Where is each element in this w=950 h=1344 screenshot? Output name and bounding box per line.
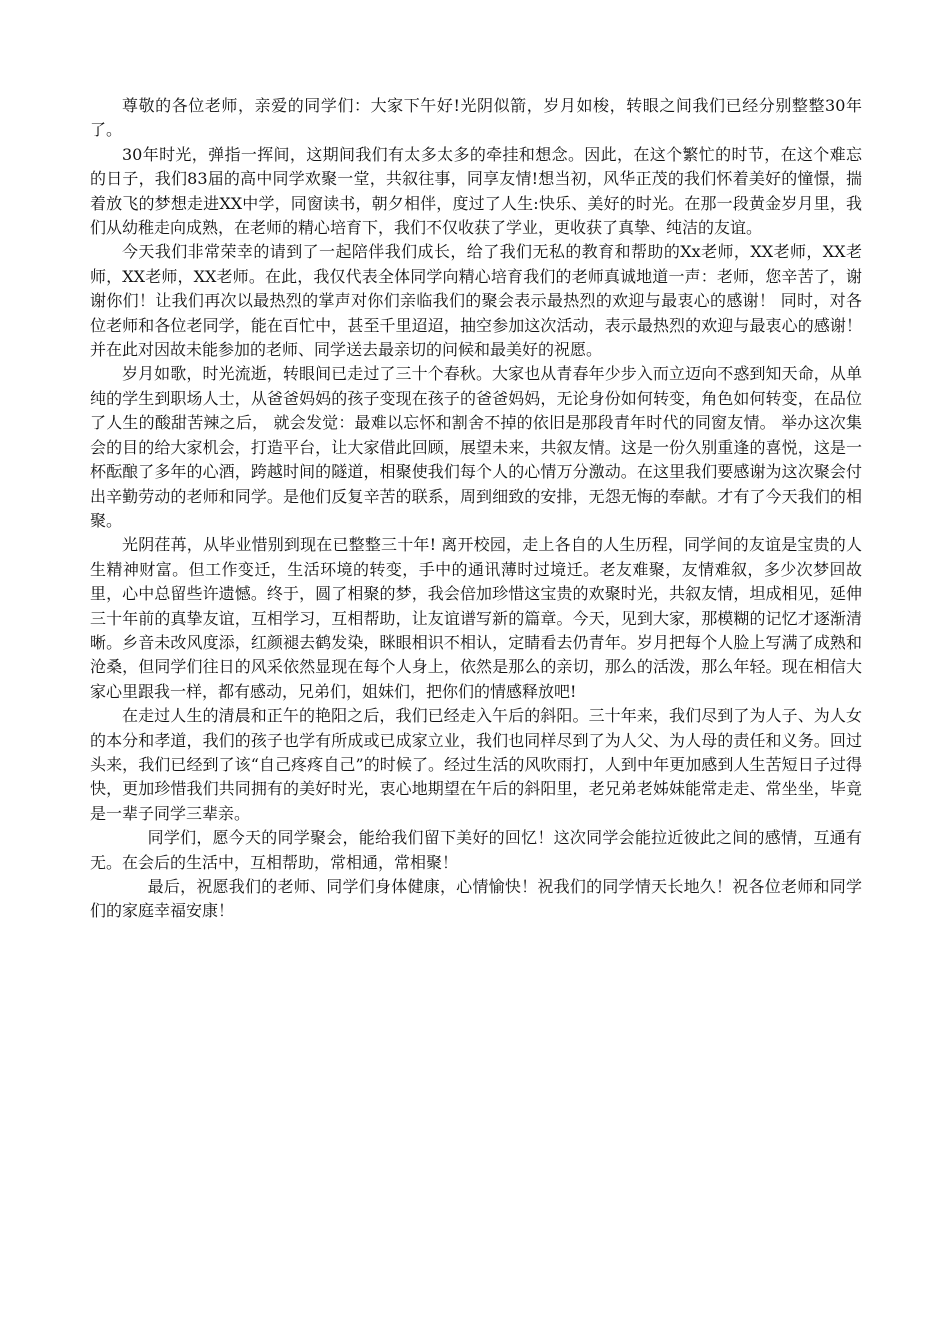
paragraph-years-like-song: 岁月如歌，时光流逝，转眼间已走过了三十个春秋。大家也从青春年少步入而立迈向不惑到知天命，从单纯的学生到职场人士，从爸爸妈妈的孩子变现在孩子的爸爸妈妈，无论身份如何转变，角色如何转变，在品位了人生的酸甜苦辣之后， 就会发觉：最难以忘怀和割舍不掉的依旧是那段青年时代的同窗友情。 举办这次集会的目的给大家机会，打造平台，让大家借此回顾，展望未来，共叙友情。这是一份久别重逢的喜悦，这是一杯酝酿了多年的心酒，跨越时间的隧道，相聚使我们每个人的心情万分激动。在这里我们要感谢为这次聚会付出辛勤劳动的老师和同学。是他们反复辛苦的联系，周到细致的安排，无怨无悔的奉献。才有了今天我们的相聚。 (90, 364, 862, 530)
paragraph-afternoon-sun: 在走过人生的清晨和正午的艳阳之后，我们已经走入午后的斜阳。三十年来，我们尽到了为人子、为人女的本分和孝道，我们的孩子也学有所成或已成家立业，我们也同样尽到了为人父、为人母的责任和义务。回过头来，我们已经到了该“自己疼疼自己”的时候了。经过生活的风吹雨打，人到中年更加感到人生苦短日子过得快，更加珍惜我们共同拥有的美好时光，衷心地期望在午后的斜阳里，老兄弟老姊妹能常走走、常坐坐，毕竟是一辈子同学三辈亲。 (90, 706, 862, 823)
paragraph-closing-blessing: 最后，祝愿我们的老师、同学们身体健康，心情愉快！祝我们的同学情天长地久！祝各位老师和同学们的家庭幸福安康！ (90, 877, 862, 921)
paragraph-wishes-classmates: 同学们，愿今天的同学聚会，能给我们留下美好的回忆！这次同学会能拉近彼此之间的感情，互通有无。在会后的生活中，互相帮助，常相通，常相聚！ (90, 828, 862, 872)
paragraph-time-flies: 光阴荏苒，从毕业惜别到现在已整整三十年! 离开校园，走上各自的人生历程，同学间的友谊是宝贵的人生精神财富。但工作变迁，生活环境的转变，手中的通讯薄时过境迁。老友难聚，友情难叙，多少次梦回故里，心中总留些许遗憾。终于，圆了相聚的梦，我会倍加珍惜这宝贵的欢聚时光，共叙友情，坦成相见，延伸三十年前的真挚友谊，互相学习，互相帮助，让友谊谱写新的篇章。今天，见到大家，那模糊的记忆才逐渐清晰。乡音未改风度添，红颜褪去鹤发染，眯眼相识不相认，定睛看去仍青年。岁月把每个人脸上写满了成熟和沧桑，但同学们往日的风采依然显现在每个人身上，依然是那么的亲切，那么的活泼，那么年轻。现在相信大家心里跟我一样，都有感动，兄弟们，姐妹们，把你们的情感释放吧! (90, 535, 862, 701)
paragraph-thanks-teachers: 今天我们非常荣幸的请到了一起陪伴我们成长，给了我们无私的教育和帮助的Xx老师，XX老师，XX老师，XX老师，XX老师。在此，我仅代表全体同学向精心培育我们的老师真诚地道一声：老师，您辛苦了，谢谢你们！让我们再次以最热烈的掌声对你们亲临我们的聚会表示最热烈的欢迎与最衷心的感谢！ 同时，对各位老师和各位老同学，能在百忙中，甚至千里迢迢，抽空参加这次活动，表示最热烈的欢迎与最衷心的感谢！并在此对因故未能参加的老师、同学送去最亲切的问候和最美好的祝愿。 (90, 242, 862, 360)
paragraph-thirty-years: 30年时光，弹指一挥间，这期间我们有太多太多的牵挂和想念。因此，在这个繁忙的时节，在这个难忘的日子，我们83届的高中同学欢聚一堂，共叙往事，同享友情!想当初，风华正茂的我们怀着美好的憧憬，揣着放飞的梦想走进XX中学，同窗读书，朝夕相伴，度过了人生:快乐、美好的时光。在那一段黄金岁月里，我们从幼稚走向成熟，在老师的精心培育下，我们不仅收获了学业，更收获了真挚、纯洁的友谊。 (90, 144, 862, 238)
paragraph-greeting: 尊敬的各位老师，亲爱的同学们：大家下午好!光阴似箭，岁月如梭，转眼之间我们已经分别整整30年了。 (90, 96, 862, 140)
document-body (90, 94, 862, 924)
